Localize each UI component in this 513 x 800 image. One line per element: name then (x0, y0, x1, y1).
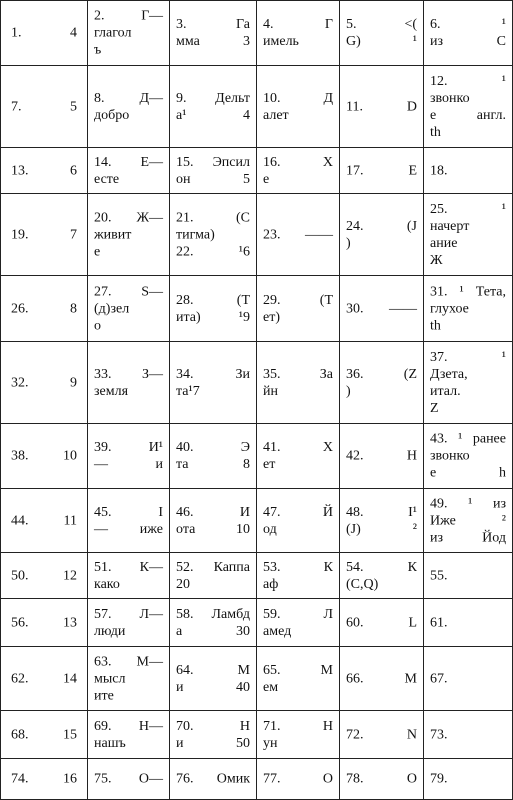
cell-text: 61. (430, 615, 448, 630)
letter-cell (257, 66, 340, 148)
letter-cell (257, 148, 340, 194)
letter-cell (88, 647, 170, 711)
letter-cell (340, 553, 424, 599)
cell-text: 15. Эпсил он 5 (176, 154, 250, 187)
cell-text: 21. (С тигма) 22. ¹6 (176, 210, 250, 259)
cell-text: 30. —— (346, 301, 417, 316)
letter-cell (257, 759, 340, 800)
cell-text: 7. 5 (11, 99, 77, 114)
cell-text: 55. (430, 568, 448, 583)
cell-text: 75. О— (94, 771, 163, 787)
cell-text: 6. ¹ из С (430, 17, 506, 49)
letter-cell (170, 66, 257, 148)
letter-cell (340, 194, 424, 276)
cell-text: 29. (Т ет) (263, 292, 333, 325)
cell-text: 43. ¹ ранее звонко е h (430, 431, 506, 481)
letter-cell (257, 599, 340, 647)
cell-text: 20. Ж— живит е (94, 210, 163, 259)
cell-text: 14. Е— есте (94, 154, 163, 187)
letter-cell (170, 711, 257, 759)
cell-text: 12. ¹ звонко е англ. th (430, 73, 506, 140)
row-number-cell (0, 647, 88, 711)
cell-text: 24. (J ) (346, 218, 417, 251)
row-number-cell (0, 342, 88, 424)
letter-cell (257, 647, 340, 711)
row-number-cell (0, 276, 88, 342)
cell-text: 26. 8 (11, 301, 77, 316)
cell-text: 65. М ем (263, 662, 333, 695)
cell-text: 32. 9 (11, 375, 77, 390)
cell-text: 33. З— земля (94, 366, 163, 399)
letter-cell (88, 276, 170, 342)
letter-cell (424, 148, 513, 194)
cell-text: 45. І — иже (94, 504, 163, 537)
letter-cell (340, 148, 424, 194)
cell-text: 1. 4 (11, 25, 77, 41)
cell-text: 25. ¹ начерт ание Ж (430, 201, 506, 268)
letter-cell (340, 711, 424, 759)
cell-text: 70. Н и 50 (176, 718, 250, 751)
cell-text: 48. I¹ (J) ² (346, 504, 417, 537)
cell-text: 66. М (346, 671, 417, 686)
row-number-cell (0, 148, 88, 194)
letter-cell (424, 66, 513, 148)
cell-text: 2. Г— глагол ъ (94, 8, 163, 58)
letter-cell (340, 759, 424, 800)
letter-cell (170, 276, 257, 342)
cell-text: 76. Омик (176, 771, 250, 787)
letter-cell (88, 711, 170, 759)
cell-text: 62. 14 (11, 671, 77, 686)
letter-cell (88, 489, 170, 553)
cell-text: 36. (Z ) (346, 366, 417, 399)
cell-text: 56. 13 (11, 615, 77, 630)
row-number-cell (0, 0, 88, 66)
letter-cell (88, 0, 170, 66)
letter-cell (257, 424, 340, 489)
letter-cell (170, 599, 257, 647)
letter-cell (340, 0, 424, 66)
letter-cell (257, 553, 340, 599)
letter-cell (424, 424, 513, 489)
letter-cell (340, 342, 424, 424)
letter-cell (170, 489, 257, 553)
letter-cell (257, 0, 340, 66)
cell-text: 78. О (346, 771, 417, 787)
cell-text: 13. 6 (11, 163, 77, 178)
cell-text: 42. Н (346, 448, 417, 464)
cell-text: 67. (430, 671, 448, 686)
cell-text: 27. S— (д)зел о (94, 284, 163, 333)
cell-text: 31. ¹ Тета, глухое th (430, 284, 506, 333)
letter-cell (257, 342, 340, 424)
letter-cell (88, 553, 170, 599)
letter-cell (424, 276, 513, 342)
cell-text: 44. 11 (11, 513, 77, 528)
cell-text: 39. И¹ — и (94, 440, 163, 472)
letter-cell (340, 647, 424, 711)
row-number-cell (0, 759, 88, 800)
cell-text: 34. Зи та¹7 (176, 366, 250, 399)
row-number-cell (0, 66, 88, 148)
cell-text: 23. —— (263, 227, 333, 242)
cell-text: 57. Л— люди (94, 606, 163, 639)
cell-text: 47. Й од (263, 504, 333, 537)
letter-cell (424, 0, 513, 66)
row-number-cell (0, 194, 88, 276)
letter-cell (340, 489, 424, 553)
cell-text: 9. Дельт а¹ 4 (176, 90, 250, 123)
cell-text: 35. За йн (263, 366, 333, 399)
row-number-cell (0, 553, 88, 599)
cell-text: 68. 15 (11, 727, 77, 742)
cell-text: 54. К (С,Q) (346, 559, 417, 592)
cell-text: 69. Н— нашъ (94, 718, 163, 751)
letter-cell (340, 276, 424, 342)
row-number-cell (0, 424, 88, 489)
cell-text: 64. М и 40 (176, 662, 250, 695)
cell-text: 73. (430, 727, 448, 742)
letter-cell (257, 194, 340, 276)
cell-text: 28. (Т ита) ¹9 (176, 292, 250, 325)
cell-text: 5. <( G) ¹ (346, 17, 417, 49)
letter-cell (170, 647, 257, 711)
cell-text: 60. L (346, 615, 417, 630)
cell-text: 19. 7 (11, 227, 77, 242)
letter-cell (424, 489, 513, 553)
cell-text: 51. К— како (94, 559, 163, 592)
cell-text: 46. И ота 10 (176, 504, 250, 537)
cell-text: 58. Ламбд а 30 (176, 606, 250, 639)
letter-cell (340, 424, 424, 489)
cell-text: 50. 12 (11, 568, 77, 583)
cell-text: 74. 16 (11, 771, 77, 787)
letter-cell (424, 647, 513, 711)
cell-text: 37. ¹ Дзета, итал. Z (430, 349, 506, 416)
cell-text: 59. Л амед (263, 606, 333, 639)
letter-cell (340, 599, 424, 647)
letter-cell (424, 759, 513, 800)
cell-text: 40. Э та 8 (176, 440, 250, 472)
cell-text: 53. К аф (263, 559, 333, 592)
letter-cell (170, 342, 257, 424)
cell-text: 8. Д— добро (94, 90, 163, 123)
cell-text: 49. ¹ из Иже ² из Йод (430, 496, 506, 545)
cell-text: 79. (430, 771, 448, 787)
cell-text: 11. D (346, 99, 417, 114)
letter-cell (424, 342, 513, 424)
cell-text: 41. Х ет (263, 440, 333, 472)
letter-cell (257, 276, 340, 342)
letter-cell (424, 553, 513, 599)
letter-cell (88, 599, 170, 647)
cell-text: 38. 10 (11, 448, 77, 464)
letter-cell (170, 553, 257, 599)
cell-text: 52. Каппа 20 (176, 559, 250, 592)
cell-text: 63. М— мысл ите (94, 654, 163, 703)
cell-text: 10. Д алет (263, 90, 333, 123)
letter-cell (257, 489, 340, 553)
cell-text: 17. Е (346, 163, 417, 178)
letter-cell (257, 711, 340, 759)
cell-text: 16. Х е (263, 154, 333, 187)
row-number-cell (0, 489, 88, 553)
row-number-cell (0, 599, 88, 647)
letter-cell (424, 194, 513, 276)
cell-text: 71. Н ун (263, 718, 333, 751)
letter-cell (340, 66, 424, 148)
letter-cell (88, 194, 170, 276)
letter-cell (88, 759, 170, 800)
letter-cell (88, 424, 170, 489)
letter-cell (170, 0, 257, 66)
letter-cell (170, 759, 257, 800)
letter-cell (424, 599, 513, 647)
cell-text: 4. Г имель (263, 17, 333, 49)
cell-text: 18. (430, 163, 448, 178)
cell-text: 72. N (346, 727, 417, 742)
letter-cell (170, 424, 257, 489)
letter-cell (88, 66, 170, 148)
cell-text: 3. Га мма 3 (176, 17, 250, 49)
letter-cell (88, 342, 170, 424)
cell-text: 77. О (263, 771, 333, 787)
row-number-cell (0, 711, 88, 759)
letter-cell (170, 194, 257, 276)
letter-cell (88, 148, 170, 194)
letter-cell (170, 148, 257, 194)
letter-cell (424, 711, 513, 759)
